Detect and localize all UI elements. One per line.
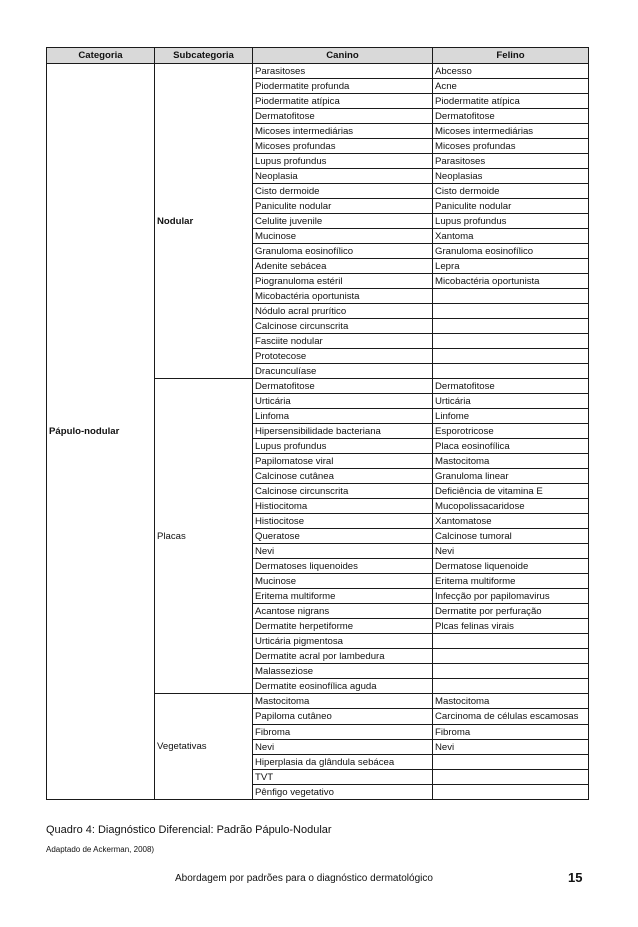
canino-cell: Neoplasia <box>253 169 433 184</box>
canino-cell: Lupus profundus <box>253 439 433 454</box>
felino-cell: Dermatite por perfuração <box>433 604 589 619</box>
header-categoria: Categoria <box>47 48 155 64</box>
page-footer-title: Abordagem por padrões para o diagnóstico dermatológico <box>175 873 433 884</box>
felino-cell: Dermatose liquenoide <box>433 559 589 574</box>
felino-cell: Piodermatite atípica <box>433 94 589 109</box>
canino-cell: Hiperplasia da glândula sebácea <box>253 755 433 770</box>
canino-cell: Dermatite herpetiforme <box>253 619 433 634</box>
felino-cell: Granuloma linear <box>433 469 589 484</box>
felino-cell <box>433 785 589 800</box>
header-subcategoria: Subcategoria <box>155 48 253 64</box>
canino-cell: Malasseziose <box>253 664 433 679</box>
felino-cell: Micoses intermediárias <box>433 124 589 139</box>
canino-cell: TVT <box>253 770 433 785</box>
felino-cell <box>433 349 589 364</box>
felino-cell: Carcinoma de células escamosas <box>433 709 589 725</box>
canino-cell: Micoses profundas <box>253 139 433 154</box>
canino-cell: Dermatoses liquenoides <box>253 559 433 574</box>
canino-cell: Celulite juvenile <box>253 214 433 229</box>
felino-cell: Linfome <box>433 409 589 424</box>
felino-cell: Infecção por papilomavirus <box>433 589 589 604</box>
felino-cell: Lupus profundus <box>433 214 589 229</box>
canino-cell: Piodermatite atípica <box>253 94 433 109</box>
felino-cell: Parasitoses <box>433 154 589 169</box>
canino-cell: Dermatofitose <box>253 109 433 124</box>
canino-cell: Acantose nigrans <box>253 604 433 619</box>
canino-cell: Mastocitoma <box>253 694 433 709</box>
canino-cell: Calcinose cutânea <box>253 469 433 484</box>
canino-cell: Fasciite nodular <box>253 334 433 349</box>
felino-cell: Placa eosinofílica <box>433 439 589 454</box>
felino-cell <box>433 304 589 319</box>
felino-cell: Urticária <box>433 394 589 409</box>
category-cell: Pápulo-nodular <box>47 64 155 800</box>
canino-cell: Nódulo acral prurítico <box>253 304 433 319</box>
canino-cell: Piodermatite profunda <box>253 79 433 94</box>
canino-cell: Urticária <box>253 394 433 409</box>
canino-cell: Hipersensibilidade bacteriana <box>253 424 433 439</box>
canino-cell: Histiocitose <box>253 514 433 529</box>
felino-cell: Mastocitoma <box>433 694 589 709</box>
felino-cell: Lepra <box>433 259 589 274</box>
canino-cell: Nevi <box>253 740 433 755</box>
canino-cell: Mucinose <box>253 574 433 589</box>
felino-cell: Acne <box>433 79 589 94</box>
felino-cell: Micobactéria oportunista <box>433 274 589 289</box>
table-source: Adaptado de Ackerman, 2008) <box>46 845 155 854</box>
table-caption: Quadro 4: Diagnóstico Diferencial: Padrão Pápulo-Nodular <box>46 824 332 836</box>
canino-cell: Granuloma eosinofílico <box>253 244 433 259</box>
canino-cell: Piogranuloma estéril <box>253 274 433 289</box>
felino-cell <box>433 289 589 304</box>
canino-cell: Adenite sebácea <box>253 259 433 274</box>
canino-cell: Micoses intermediárias <box>253 124 433 139</box>
felino-cell: Nevi <box>433 740 589 755</box>
felino-cell: Fibroma <box>433 725 589 740</box>
canino-cell: Dermatofitose <box>253 379 433 394</box>
felino-cell: Dermatofitose <box>433 379 589 394</box>
canino-cell: Queratose <box>253 529 433 544</box>
canino-cell: Papilomatose viral <box>253 454 433 469</box>
canino-cell: Prototecose <box>253 349 433 364</box>
canino-cell: Calcinose circunscrita <box>253 484 433 499</box>
felino-cell: Xantomatose <box>433 514 589 529</box>
canino-cell: Dracunculíase <box>253 364 433 379</box>
felino-cell: Plcas felinas virais <box>433 619 589 634</box>
header-canino: Canino <box>253 48 433 64</box>
differential-diagnosis-table <box>46 47 589 800</box>
canino-cell: Calcinose circunscrita <box>253 319 433 334</box>
canino-cell: Dermatite eosinofílica aguda <box>253 679 433 694</box>
felino-cell: Paniculite nodular <box>433 199 589 214</box>
felino-cell <box>433 334 589 349</box>
canino-cell: Lupus profundus <box>253 154 433 169</box>
canino-cell: Cisto dermoide <box>253 184 433 199</box>
felino-cell <box>433 755 589 770</box>
felino-cell: Granuloma eosinofílico <box>433 244 589 259</box>
felino-cell: Micoses profundas <box>433 139 589 154</box>
canino-cell: Histiocitoma <box>253 499 433 514</box>
felino-cell: Cisto dermoide <box>433 184 589 199</box>
canino-cell: Paniculite nodular <box>253 199 433 214</box>
felino-cell <box>433 634 589 649</box>
table-body <box>47 64 589 800</box>
felino-cell: Abcesso <box>433 64 589 79</box>
canino-cell: Eritema multiforme <box>253 589 433 604</box>
canino-cell: Fibroma <box>253 725 433 740</box>
table-header-row <box>47 48 589 64</box>
canino-cell: Mucinose <box>253 229 433 244</box>
canino-cell: Linfoma <box>253 409 433 424</box>
felino-cell: Xantoma <box>433 229 589 244</box>
subcategory-cell: Vegetativas <box>155 694 253 800</box>
felino-cell: Calcinose tumoral <box>433 529 589 544</box>
felino-cell: Dermatofitose <box>433 109 589 124</box>
felino-cell <box>433 664 589 679</box>
felino-cell <box>433 319 589 334</box>
felino-cell: Mucopolissacaridose <box>433 499 589 514</box>
felino-cell: Deficiência de vitamina E <box>433 484 589 499</box>
felino-cell: Eritema multiforme <box>433 574 589 589</box>
subcategory-cell: Placas <box>155 379 253 694</box>
canino-cell: Dermatite acral por lambedura <box>253 649 433 664</box>
canino-cell: Urticária pigmentosa <box>253 634 433 649</box>
subcategory-cell: Nodular <box>155 64 253 379</box>
felino-cell: Esporotricose <box>433 424 589 439</box>
felino-cell: Neoplasias <box>433 169 589 184</box>
felino-cell: Nevi <box>433 544 589 559</box>
felino-cell <box>433 679 589 694</box>
page-number: 15 <box>568 870 583 885</box>
felino-cell <box>433 649 589 664</box>
canino-cell: Papiloma cutâneo <box>253 709 433 725</box>
canino-cell: Pênfigo vegetativo <box>253 785 433 800</box>
felino-cell <box>433 364 589 379</box>
header-felino: Felino <box>433 48 589 64</box>
felino-cell: Mastocitoma <box>433 454 589 469</box>
felino-cell <box>433 770 589 785</box>
canino-cell: Nevi <box>253 544 433 559</box>
canino-cell: Parasitoses <box>253 64 433 79</box>
table-row <box>47 64 589 79</box>
canino-cell: Micobactéria oportunista <box>253 289 433 304</box>
